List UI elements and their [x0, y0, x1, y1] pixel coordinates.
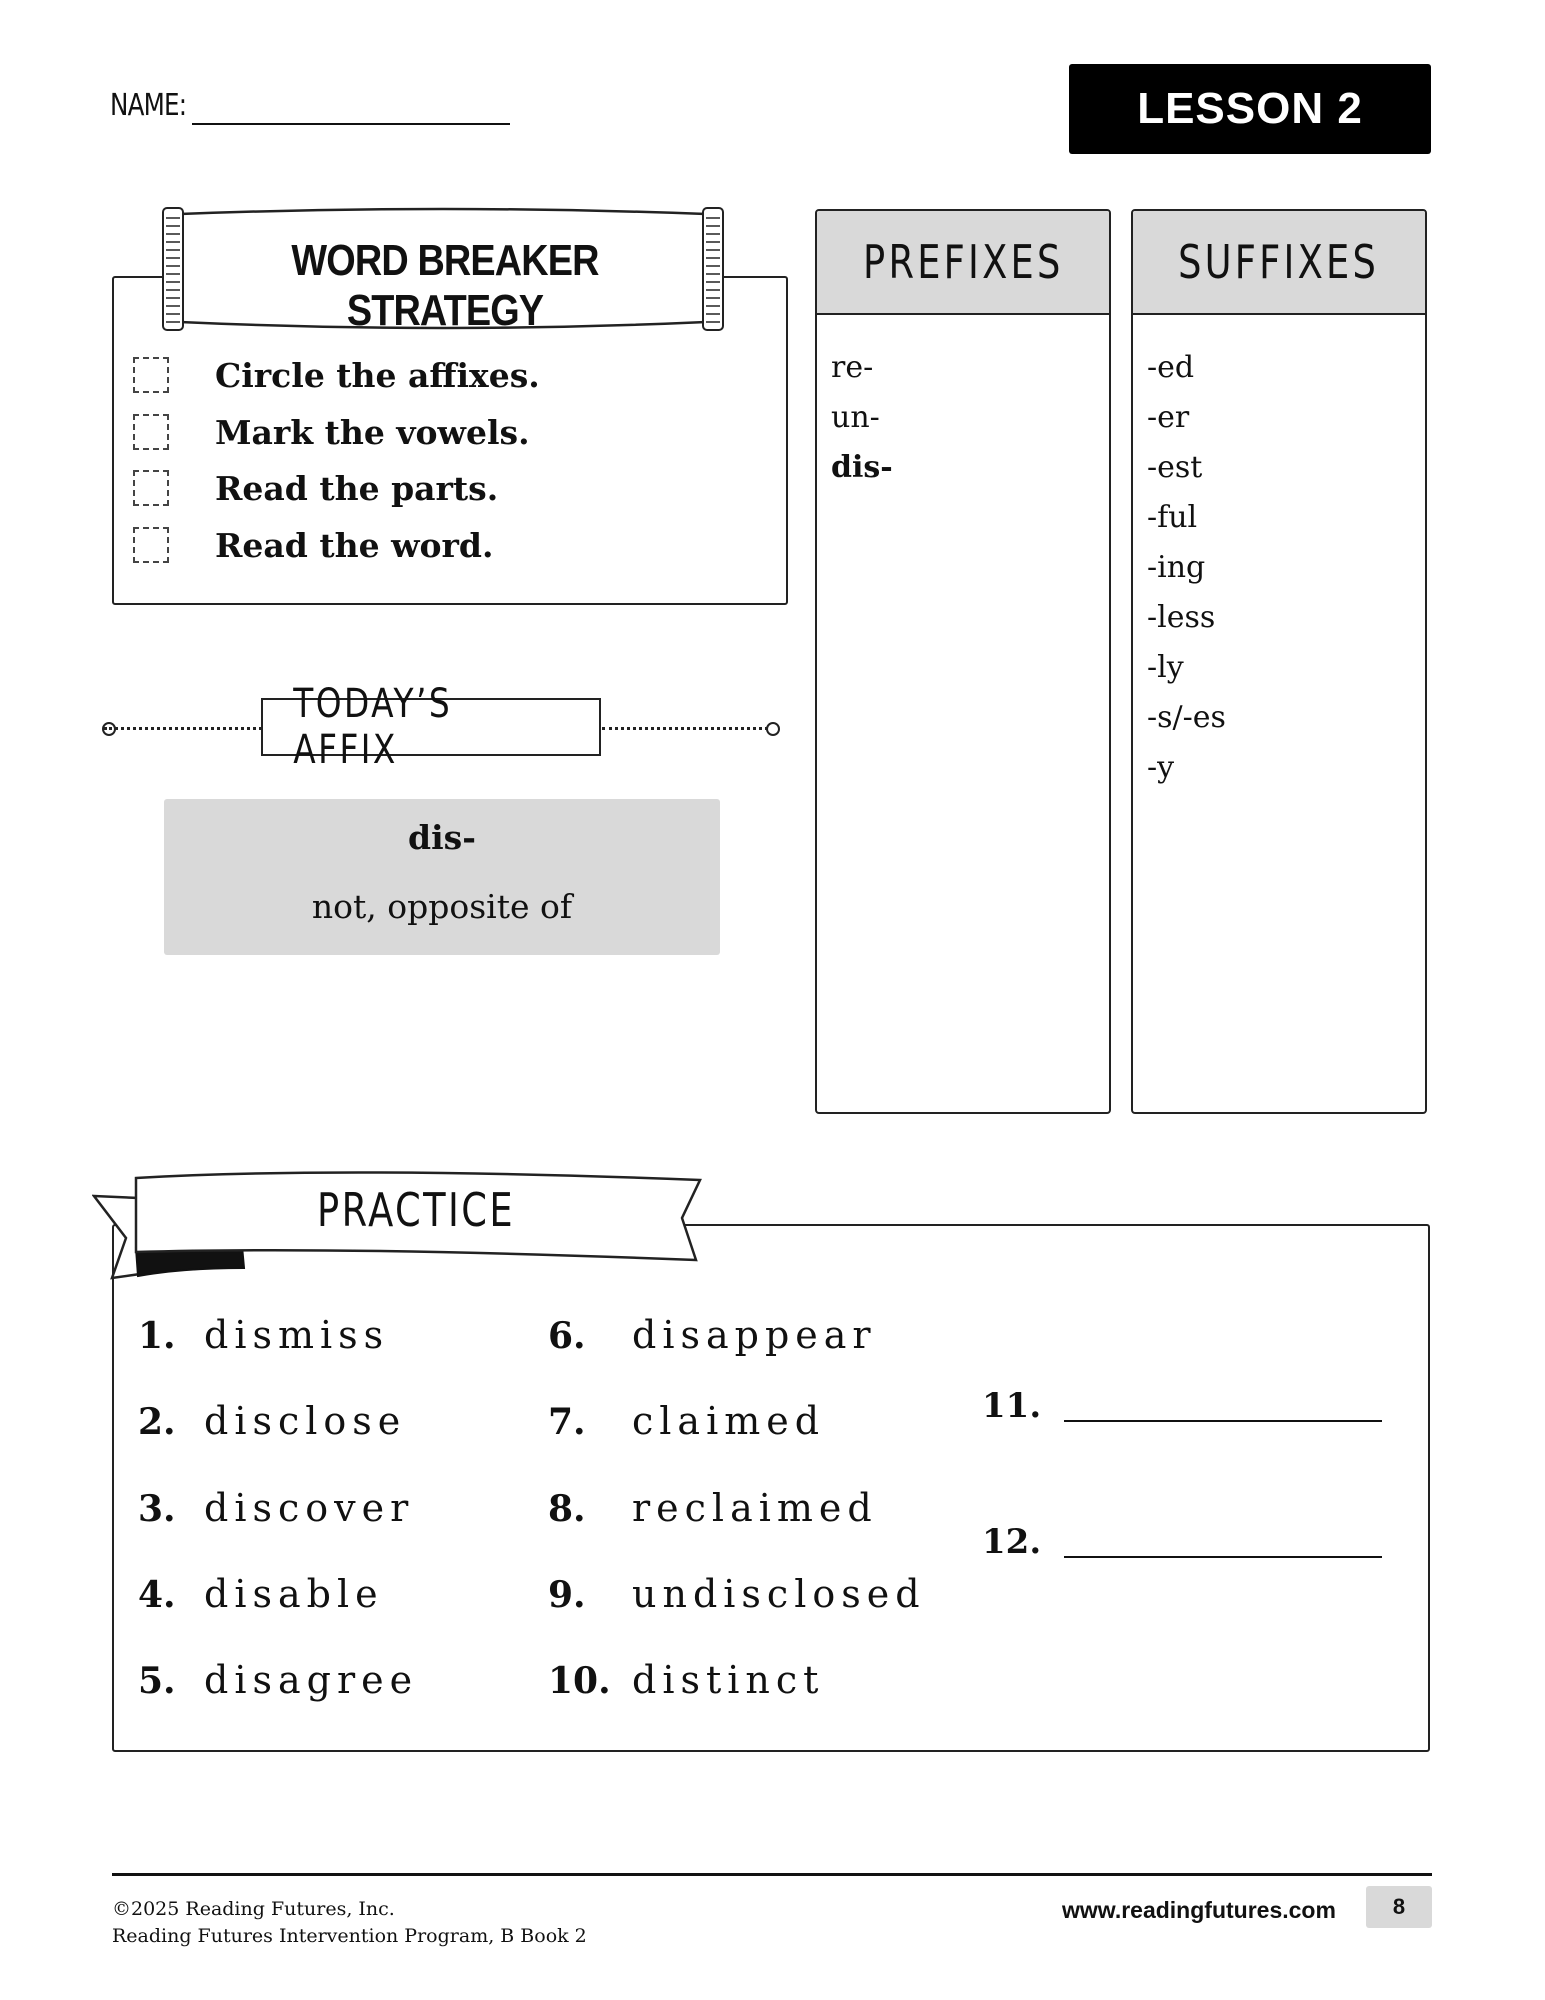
todays-affix-title: TODAY’S AFFIX: [293, 681, 453, 773]
item-word: disable: [204, 1572, 384, 1616]
suffix-item: -er: [1147, 400, 1190, 435]
item-word: disclose: [204, 1399, 407, 1443]
todays-affix-label: [261, 681, 601, 773]
page-number-badge: [1366, 1886, 1432, 1928]
step-text: Mark the vowels.: [215, 412, 530, 452]
practice-title: PRACTICE: [317, 1183, 515, 1237]
suffixes-column: [1131, 209, 1427, 1114]
prefix-item-highlighted: dis-: [831, 450, 893, 485]
answer-line[interactable]: [1064, 1556, 1382, 1558]
item-word: claimed: [632, 1399, 826, 1443]
strategy-title: WORD BREAKER STRATEGY: [291, 236, 599, 335]
checkbox[interactable]: [133, 470, 169, 506]
suffix-item: -less: [1147, 600, 1216, 635]
practice-item: [548, 1572, 926, 1616]
checkbox[interactable]: [133, 357, 169, 393]
suffix-item: -ing: [1147, 550, 1206, 585]
item-word: reclaimed: [632, 1486, 878, 1530]
item-word: disappear: [632, 1313, 877, 1357]
item-word: undisclosed: [632, 1572, 926, 1616]
item-number: 3.: [138, 1488, 176, 1530]
practice-item: [548, 1313, 877, 1357]
lesson-badge: [1069, 64, 1431, 154]
footer-copyright: [112, 1896, 587, 1950]
item-number: 6.: [548, 1315, 586, 1357]
practice-item: [138, 1486, 414, 1530]
prefixes-header: [817, 211, 1109, 315]
dotted-divider: [104, 727, 262, 730]
practice-item: [548, 1399, 825, 1443]
step-text: Read the parts.: [215, 468, 499, 508]
prefix-item: un-: [831, 400, 880, 435]
practice-blank-item[interactable]: [982, 1386, 1382, 1426]
answer-line[interactable]: [1064, 1420, 1382, 1422]
affix-word: dis-: [408, 818, 476, 857]
item-number: 1.: [138, 1315, 176, 1357]
affix-meaning: not, opposite of: [311, 887, 573, 926]
name-label: NAME:: [110, 88, 187, 123]
practice-item: [138, 1399, 406, 1443]
item-number: 4.: [138, 1574, 176, 1616]
item-number: 2.: [138, 1401, 176, 1443]
practice-item: [548, 1486, 878, 1530]
footer-divider: [112, 1873, 1432, 1876]
item-number: 12.: [982, 1522, 1042, 1562]
suffix-item: -est: [1147, 450, 1203, 485]
item-word: distinct: [632, 1658, 825, 1702]
suffixes-header: [1133, 211, 1425, 315]
copyright-text: ©2025 Reading Futures, Inc.: [112, 1898, 395, 1920]
item-word: disagree: [204, 1658, 419, 1702]
prefixes-column: [815, 209, 1111, 1114]
strategy-step[interactable]: [133, 410, 530, 454]
strategy-step[interactable]: [133, 353, 540, 397]
item-word: dismiss: [204, 1313, 390, 1357]
dotted-divider: [602, 727, 774, 730]
prefix-item: re-: [831, 350, 874, 385]
name-field-line[interactable]: [192, 123, 510, 125]
checkbox[interactable]: [133, 414, 169, 450]
step-text: Read the word.: [215, 525, 494, 565]
step-text: Circle the affixes.: [215, 355, 540, 395]
suffixes-title: SUFFIXES: [1178, 235, 1380, 289]
prefixes-title: PREFIXES: [862, 235, 1064, 289]
item-number: 11.: [982, 1386, 1042, 1426]
strategy-step[interactable]: [133, 466, 498, 510]
item-number: 5.: [138, 1660, 176, 1702]
program-text: Reading Futures Intervention Program, B Book 2: [112, 1925, 587, 1947]
strategy-step[interactable]: [133, 523, 493, 567]
suffix-item: -ly: [1147, 650, 1184, 685]
item-number: 10.: [548, 1660, 611, 1702]
lesson-title: LESSON 2: [1137, 84, 1363, 133]
practice-item: [548, 1658, 824, 1702]
practice-blank-item[interactable]: [982, 1522, 1382, 1562]
item-number: 9.: [548, 1574, 586, 1616]
suffix-item: -y: [1147, 750, 1175, 785]
practice-item: [138, 1313, 389, 1357]
item-word: discover: [204, 1486, 415, 1530]
suffix-item: -s/-es: [1147, 700, 1226, 735]
item-number: 7.: [548, 1401, 586, 1443]
suffix-item: -ful: [1147, 500, 1198, 535]
page-number: 8: [1392, 1894, 1406, 1919]
practice-item: [138, 1658, 418, 1702]
item-number: 8.: [548, 1488, 586, 1530]
checkbox[interactable]: [133, 527, 169, 563]
line-endpoint-dot: [766, 722, 780, 736]
suffix-item: -ed: [1147, 350, 1195, 385]
footer-website-link[interactable]: www.readingfutures.com: [1062, 1897, 1336, 1923]
practice-item: [138, 1572, 384, 1616]
